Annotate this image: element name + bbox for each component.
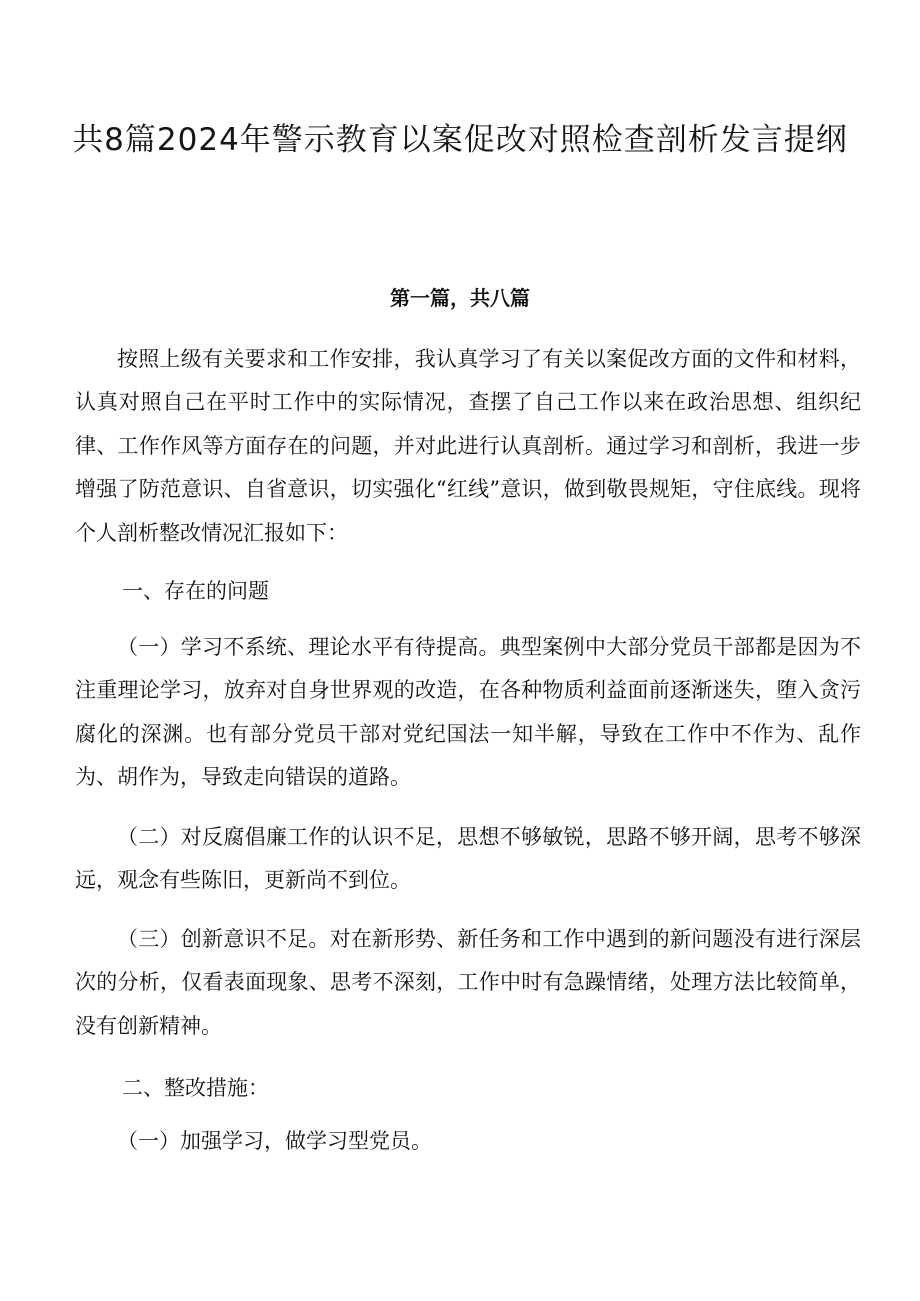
section-title: 第一篇，共八篇	[390, 286, 530, 310]
measure-paragraph-1: （一）加强学习，做学习型党员。	[117, 1129, 432, 1153]
problem-paragraph-2: （二）对反腐倡廉工作的认识不足，思想不够敏锐，思路不够开阔，思考不够深远，观念有些陈旧，更新尚不到位。	[75, 825, 861, 893]
problem-paragraph-3: （三）创新意识不足。对在新形势、新任务和工作中遇到的新问题没有进行深层次的分析，仅看表面现象、思考不深刻，工作中时有急躁情绪，处理方法比较简单，没有创新精神。	[75, 927, 861, 1038]
document-title: 共8篇2024年警示教育以案促改对照检查剖析发言提纲	[72, 122, 848, 158]
problem-paragraph-1: （一）学习不系统、理论水平有待提高。典型案例中大部分党员干部都是因为不注重理论学习，放弃对自身世界观的改造，在各种物质利益面前逐渐迷失，堕入贪污腐化的深渊。也有部分党员干部对党纪国法一知半解，导致在工作中不作为、乱作为、胡作为，导致走向错误的道路。	[75, 635, 861, 790]
intro-paragraph: 按照上级有关要求和工作安排，我认真学习了有关以案促改方面的文件和材料，认真对照自己在平时工作中的实际情况，查摆了自己工作以来在政治思想、组织纪律、工作作风等方面存在的问题，并对此进行认真剖析。通过学习和剖析，我进一步增强了防范意识、自省意识，切实强化“红线”意识，做到敬畏规矩，守住底线。现将个人剖析整改情况汇报如下：	[75, 347, 861, 545]
heading-problems: 一、存在的问题	[122, 579, 269, 603]
heading-measures: 二、整改措施：	[122, 1076, 269, 1100]
